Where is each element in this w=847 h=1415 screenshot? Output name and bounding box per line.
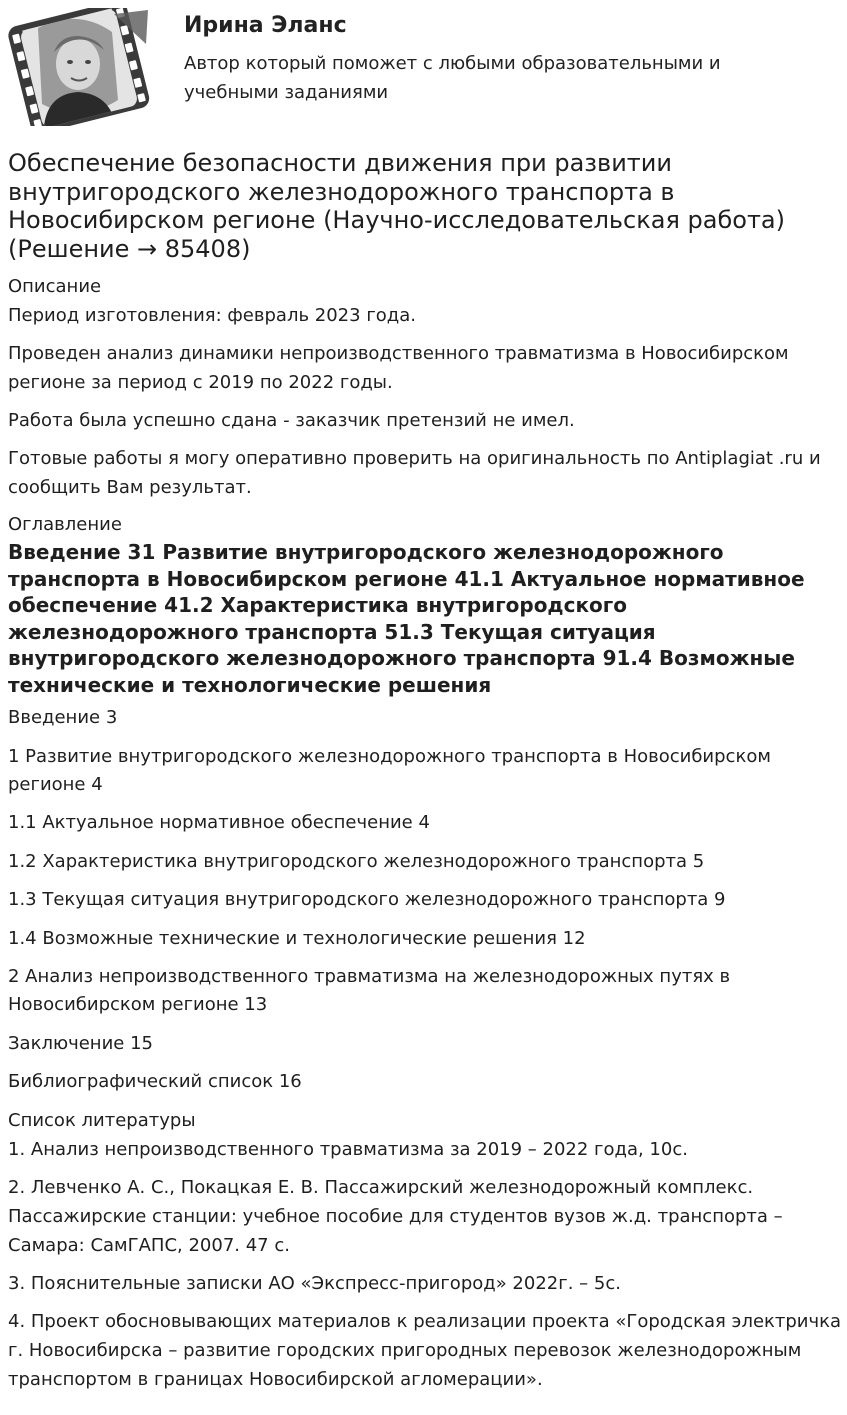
toc-item: 2 Анализ непроизводственного травматизма на железнодорожных путях в Новосибирском регионе 13	[8, 966, 731, 1015]
toc-item: Введение 3	[8, 707, 118, 728]
toc-item: 1.2 Характеристика внутригородского железнодорожного транспорта 5	[8, 850, 705, 872]
toc-item: Заключение 15	[8, 1032, 153, 1054]
description-paragraph: Период изготовления: февраль 2023 года.	[8, 305, 416, 326]
literature-item: 2. Левченко А. С., Покацкая Е. В. Пассажирский железнодорожный комплекс. Пассажирские станции: учебное пособие для студентов вузов ж.д. транспорта – Самара: СамГАПС, 2007. 47 с.	[8, 1176, 783, 1256]
toc-item: Библиографический список 16	[8, 1071, 302, 1092]
description-paragraph: Работа была успешно сдана - заказчик претензий не имел.	[8, 410, 575, 431]
literature-item: 1. Анализ непроизводственного травматизма за 2019 – 2022 года, 10с.	[8, 1138, 688, 1160]
description-paragraph: Готовые работы я могу оперативно проверить на оригинальность по Antiplagiat .ru и сообщить Вам результат.	[8, 448, 821, 498]
author-card	[8, 0, 842, 140]
author-avatar[interactable]	[8, 8, 150, 126]
toc-item: 1.3 Текущая ситуация внутригородского железнодорожного транспорта 9	[8, 889, 726, 910]
literature-item: 3. Пояснительные записки АО «Экспресс-пригород» 2022г. – 5с.	[8, 1272, 621, 1294]
toc-item: 1.4 Возможные технические и технологические решения 12	[8, 927, 586, 949]
toc-item: 1 Развитие внутригородского железнодорожного транспорта в Новосибирском регионе 4	[8, 745, 771, 795]
toc-summary: Введение 31 Развитие внутригородского железнодорожного транспорта в Новосибирском регионе 41.1 Актуальное нормативное обеспечение 41.2 Характеристика внутригородского железнодорожного транспорта 51.3 Текущая ситуация внутригородского железнодорожного транспорта 91.4 Возможные технические и технологические решения	[8, 540, 805, 697]
author-description: Автор который поможет с любыми образовательными и учебными заданиями	[184, 53, 721, 103]
page	[8, 0, 842, 1403]
document-title: Обеспечение безопасности движения при развитии внутригородского железнодорожного транспорта в Новосибирском регионе (Научно-исследовательская работа) (Решение → 85408)	[8, 149, 785, 263]
literature-item: 4. Проект обосновывающих материалов к реализации проекта «Городская электричка г. Новосибирска – развитие городских пригородных перевозок железнодорожным транспортом в границах Новосибирской агломерации».	[8, 1310, 842, 1390]
author-name[interactable]: Ирина Эланс	[184, 13, 347, 38]
description-paragraph: Проведен анализ динамики непроизводственного травматизма в Новосибирском регионе за период с 2019 по 2022 годы.	[8, 343, 789, 393]
toc-label: Оглавление	[8, 514, 122, 535]
description-label: Описание	[8, 276, 102, 297]
toc-item: 1.1 Актуальное нормативное обеспечение 4	[8, 812, 430, 833]
literature-label: Список литературы	[8, 1109, 196, 1131]
